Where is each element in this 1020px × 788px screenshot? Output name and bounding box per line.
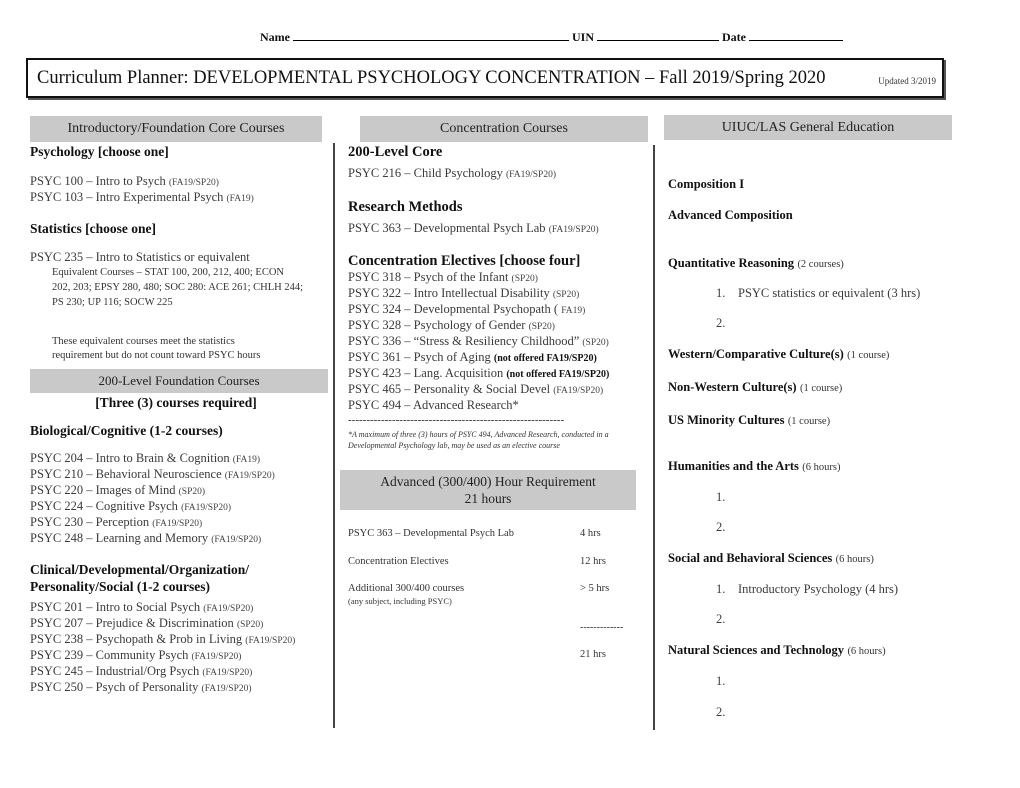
course-item [30,530,261,548]
course-name: PSYC 322 – Intro Intellectual Disability [348,286,550,300]
semester-tag: (SP20) [552,290,580,300]
gened-item-quant: 1. PSYC statistics or equivalent (3 hrs) [716,286,921,300]
course-name: PSYC 423 – Lang. Acquisition [348,366,504,380]
course-name: PSYC 230 – Perception [30,515,150,529]
semester-tag: (SP20) [582,338,609,348]
title-box [26,58,944,98]
gened-item-soc: 1. Introductory Psychology (4 hrs) [716,582,899,596]
psychology-heading: Psychology [choose one] [30,144,169,159]
semester-tag: FA19) [561,306,586,316]
name-field[interactable] [293,29,569,41]
course-item: PSYC 235 – Intro to Statistics or equivalent [30,250,250,264]
core-heading: 200-Level Core [348,144,443,160]
equivalent-note-line: requirement but do not count toward PSYC hours [52,350,261,361]
page-title: Curriculum Planner: DEVELOPMENTAL PSYCHOLOGY CONCENTRATION – Fall 2019/Spring 2020 [37,68,826,88]
foundation-200-bar: 200-Level Foundation Courses [30,369,328,393]
adv-row-hours: 12 hrs [580,556,606,567]
column-divider-right [653,145,655,730]
gen-ed-bar: UIUC/LAS General Education [664,115,952,140]
bio-cognitive-heading: Biological/Cognitive (1-2 courses) [30,423,223,438]
semester-tag: (FA19/SP20) [152,519,203,529]
gened-heading-soc: Social and Behavioral Sciences (6 hours) [668,551,874,565]
adv-row-sublabel: (any subject, including PSYC) [348,596,452,606]
advanced-hour-title: Advanced (300/400) Hour Requirement [380,474,596,489]
course-name: PSYC 465 – Personality & Social Devel [348,382,551,396]
course-name: PSYC 239 – Community Psych [30,648,189,662]
name-label: Name [260,30,290,44]
composition-i-heading: Composition I [668,177,745,191]
course-name: PSYC 238 – Psychopath & Prob in Living [30,632,243,646]
footnote-line: Developmental Psychology lab, may be used as an elective course [348,441,560,450]
course-item [30,679,252,697]
gened-item-hum: 1. [716,490,726,504]
course-name: PSYC 336 – “Stress & Resiliency Childhood” [348,334,580,348]
course-name: PSYC 220 – Images of Mind [30,483,176,497]
course-item: PSYC 363 – Developmental Psych Lab (FA19/SP20) [348,221,599,235]
gened-entry-field[interactable]: PSYC statistics or equivalent (3 hrs) [738,286,921,300]
course-item [348,397,519,413]
semester-tag: (FA19/SP20) [553,386,604,396]
course-name: PSYC 361 – Psych of Aging [348,350,491,364]
semester-tag: (FA19/SP20) [224,471,275,481]
course-item: PSYC 100 – Intro to Psych (FA19/SP20) [30,174,219,188]
adv-row-hours: 4 hrs [580,528,601,539]
gened-item-soc: 2. [716,612,726,626]
uin-label: UIN [572,30,595,44]
research-methods-heading: Research Methods [348,199,463,215]
gened-entry-field[interactable]: Introductory Psychology (4 hrs) [738,582,899,596]
course-name: PSYC 494 – Advanced Research* [348,398,519,412]
clinical-heading: Personality/Social (1-2 courses) [30,579,210,594]
course-name: PSYC 210 – Behavioral Neuroscience [30,467,222,481]
equivalent-courses-line: PS 230; UP 116; SOCW 225 [52,297,173,308]
gened-heading-western: Western/Comparative Culture(s) (1 course) [668,347,890,361]
electives-heading: Concentration Electives [choose four] [348,253,581,269]
semester-tag: (SP20) [178,487,206,497]
gened-heading-hum: Humanities and the Arts (6 hours) [668,459,841,473]
semester-tag: (FA19/SP20) [202,668,253,678]
semester-tag: (FA19/SP20) [211,535,262,545]
advanced-composition-heading: Advanced Composition [668,208,793,222]
adv-row-label: Concentration Electives [348,556,449,567]
course-name: PSYC 328 – Psychology of Gender [348,318,526,332]
semester-tag: (FA19/SP20) [181,503,232,513]
gened-item-nat: 1. [716,674,726,688]
adv-total-hours: 21 hrs [580,649,606,660]
course-item: PSYC 103 – Intro Experimental Psych (FA19) [30,190,254,204]
intro-foundation-bar: Introductory/Foundation Core Courses [30,116,322,142]
course-name: PSYC 250 – Psych of Personality [30,680,199,694]
adv-row-hours: > 5 hrs [580,583,610,594]
semester-tag: (FA19/SP20) [201,684,252,694]
not-offered-tag: (not offered FA19/SP20) [506,369,610,380]
semester-tag: (FA19) [232,455,261,465]
adv-row-label: PSYC 363 – Developmental Psych Lab [348,528,514,539]
uin-field[interactable] [597,29,719,41]
adv-row-label: Additional 300/400 courses [348,583,465,594]
clinical-heading: Clinical/Developmental/Organization/ [30,562,249,577]
date-field[interactable] [749,29,843,41]
gened-item-hum: 2. [716,520,726,534]
course-name: PSYC 248 – Learning and Memory [30,531,209,545]
advanced-hour-total: 21 hours [464,491,512,506]
course-name: PSYC 207 – Prejudice & Discrimination [30,616,234,630]
semester-tag: (SP20) [528,322,555,332]
course-name: PSYC 318 – Psych of the Infant [348,270,509,284]
equivalent-courses-line: 202, 203; EPSY 280, 480; SOC 280: ACE 261; CHLH 244; [52,282,304,293]
gened-item-nat: 2. [716,705,726,719]
gened-heading-nat: Natural Sciences and Technology (6 hours) [668,643,886,657]
course-item: PSYC 216 – Child Psychology (FA19/SP20) [348,166,556,180]
advanced-hour-bar [340,470,636,510]
gened-item-quant: 2. [716,316,726,330]
date-label: Date [722,30,747,44]
gened-heading-usmin: US Minority Cultures (1 course) [668,413,831,427]
course-name: PSYC 204 – Intro to Brain & Cognition [30,451,230,465]
semester-tag: (FA19/SP20) [245,636,296,646]
course-name: PSYC 245 – Industrial/Org Psych [30,664,200,678]
course-name: PSYC 201 – Intro to Social Psych [30,600,201,614]
gened-heading-quant: Quantitative Reasoning (2 courses) [668,256,844,270]
course-name: PSYC 324 – Developmental Psychopath ( [348,302,559,316]
semester-tag: (FA19/SP20) [203,604,254,614]
footnote-line: *A maximum of three (3) hours of PSYC 494, Advanced Research, conducted in a [348,430,609,439]
adv-dashes: ------------- [580,622,624,633]
semester-tag: (FA19/SP20) [191,652,242,662]
gened-heading-nonwestern: Non-Western Culture(s) (1 course) [668,380,843,394]
semester-tag: (SP20) [511,274,538,284]
concentration-bar: Concentration Courses [360,116,648,142]
course-name: PSYC 224 – Cognitive Psych [30,499,178,513]
not-offered-tag: (not offered FA19/SP20) [493,353,597,364]
column-divider-left [333,143,335,728]
semester-tag: (SP20) [236,620,264,630]
divider-dashes: ----------------------------------------------------------- [348,414,565,426]
three-required-label: [Three (3) courses required] [95,395,257,410]
equivalent-courses-line: Equivalent Courses – STAT 100, 200, 212, 400; ECON [52,267,284,278]
student-info-line [260,29,843,45]
equivalent-note-line: These equivalent courses meet the statistics [52,336,235,347]
statistics-heading: Statistics [choose one] [30,221,156,236]
updated-date: Updated 3/2019 [878,76,936,86]
